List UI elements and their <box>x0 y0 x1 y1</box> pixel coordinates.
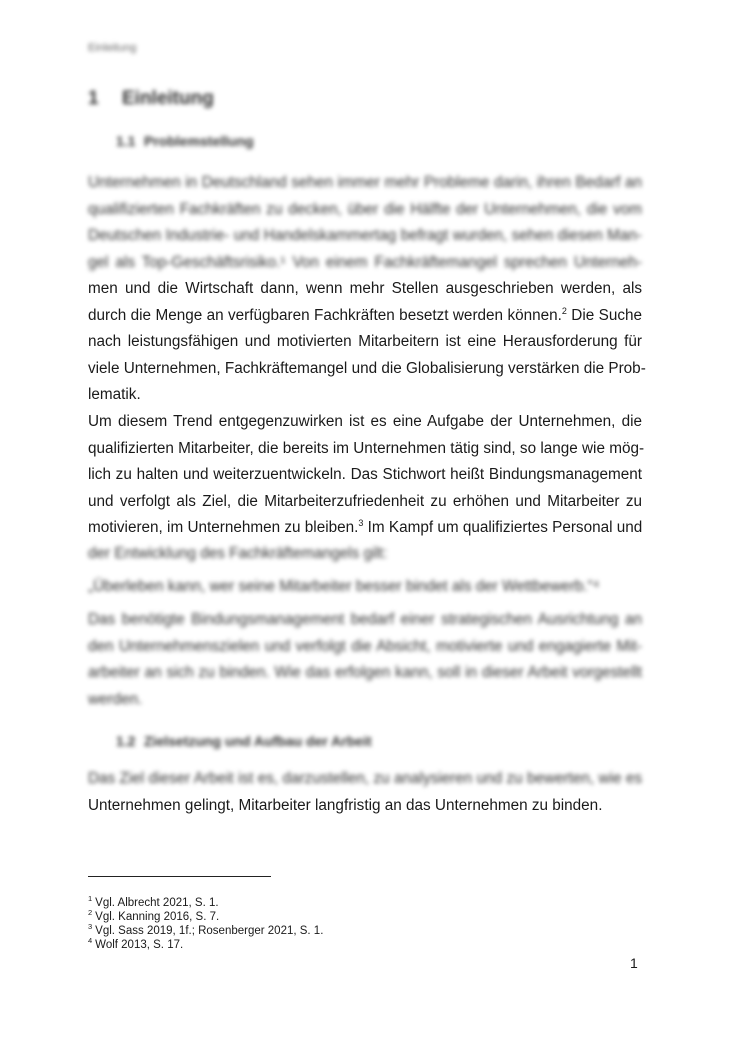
text-line: und verfolgt als Ziel, die Mitarbeiterzufriedenheit zu erhöhen und Mitarbeiter zu <box>88 492 642 510</box>
footnote <box>88 910 323 924</box>
chapter-heading <box>88 88 214 110</box>
text-fragment: Im Kampf um qualifiziertes Personal und <box>363 519 643 536</box>
text-line: Unternehmen in Deutschland sehen immer mehr Probleme darin, ihren Bedarf an <box>88 174 642 191</box>
text-line <box>88 303 642 330</box>
section-title: Zielsetzung und Aufbau der Arbeit <box>144 733 372 749</box>
text-line: arbeiter an sich zu binden. Wie das erfolgen kann, soll in dieser Arbeit vorgestellt <box>88 664 642 681</box>
footnote <box>88 924 323 938</box>
text-fragment: durch die Menge an verfügbaren Fachkräften besetzt werden können. <box>88 306 562 324</box>
text-line: Deutschen Industrie- und Handelskammertag befragt wurden, sehen diesen Man- <box>88 227 642 244</box>
text-line: lematik. <box>88 386 141 403</box>
paragraph-bindungsmanagement <box>88 607 642 713</box>
footnote-text: Vgl. Sass 2019, 1f.; Rosenberger 2021, S. 1. <box>95 925 324 937</box>
footnote <box>88 896 323 910</box>
footnote-ref: 2 <box>561 305 567 316</box>
footnotes <box>88 896 323 952</box>
text-line: qualifizierten Fachkräften zu decken, über die Hälfte der Unternehmen, die vom <box>88 200 642 218</box>
text-line: der Entwicklung des Fachkräftemangels gilt: <box>88 545 388 562</box>
text-line: men und die Wirtschaft dann, wenn mehr Stellen ausgeschrieben werden, als <box>88 280 642 297</box>
footnote-ref: 3 <box>358 517 364 528</box>
footnote-text: Vgl. Kanning 2016, S. 7. <box>95 911 220 923</box>
running-header: Einleitung <box>88 42 137 54</box>
paragraph-zielsetzung <box>88 766 642 819</box>
footnote-number: 1 <box>88 894 93 904</box>
section-number: 1.2 <box>116 733 136 749</box>
footnote-divider <box>88 876 271 877</box>
chapter-number: 1 <box>88 88 99 109</box>
quote-text: „Überleben kann, wer seine Mitarbeiter besser bindet als der Wettbewerb.“⁴ <box>88 578 600 595</box>
text-line: Um diesem Trend entgegenzuwirken ist es eine Aufgabe der Unternehmen, die <box>88 413 642 430</box>
footnote-text: Vgl. Albrecht 2021, S. 1. <box>95 897 219 909</box>
text-line: Unternehmen gelingt, Mitarbeiter langfristig an das Unternehmen zu binden. <box>88 796 603 814</box>
footnote-text: Wolf 2013, S. 17. <box>95 939 184 951</box>
footnote-number: 2 <box>88 908 93 918</box>
footnote <box>88 938 323 952</box>
footnote-number: 3 <box>88 922 93 932</box>
footnote-number: 4 <box>88 936 93 946</box>
text-line: gel als Top-Geschäftsrisiko.¹ Von einem Fachkräftemangel sprechen Unterneh- <box>88 253 642 271</box>
section-number: 1.1 <box>116 133 136 149</box>
section-heading-problemstellung <box>116 133 254 149</box>
paragraph-problemstellung <box>88 170 646 409</box>
page-number: 1 <box>630 955 638 971</box>
text-line: qualifizierten Mitarbeiter, die bereits im Unternehmen tätig sind, so lange wie mög- <box>88 439 645 457</box>
chapter-title: Einleitung <box>122 88 214 109</box>
text-line: viele Unternehmen, Fachkräftemangel und die Globalisierung verstärken die Prob- <box>88 359 646 377</box>
section-title: Problemstellung <box>144 133 254 149</box>
paragraph-trend <box>88 409 645 542</box>
text-line: nach leistungsfähigen und motivierten Mitarbeitern ist eine Herausforderung für <box>88 333 642 350</box>
text-line: den Unternehmenszielen und verfolgt die Absicht, motivierte und engagierte Mit- <box>88 637 642 655</box>
text-fragment: motivieren, im Unternehmen zu bleiben. <box>88 519 359 536</box>
text-line: Das Ziel dieser Arbeit ist es, darzustellen, zu analysieren und zu bewerten, wie es <box>88 770 642 787</box>
paragraph-trend-continued <box>88 541 642 568</box>
text-line: lich zu halten und weiterzuentwickeln. Das Stichwort heißt Bindungsmanagement <box>88 466 642 483</box>
quote <box>88 574 642 601</box>
section-heading-zielsetzung <box>116 733 372 749</box>
text-line: werden. <box>88 690 143 708</box>
text-line: Das benötigte Bindungsmanagement bedarf einer strategischen Ausrichtung an <box>88 611 642 628</box>
text-fragment: Die Suche <box>566 306 642 324</box>
text-line <box>88 515 642 542</box>
